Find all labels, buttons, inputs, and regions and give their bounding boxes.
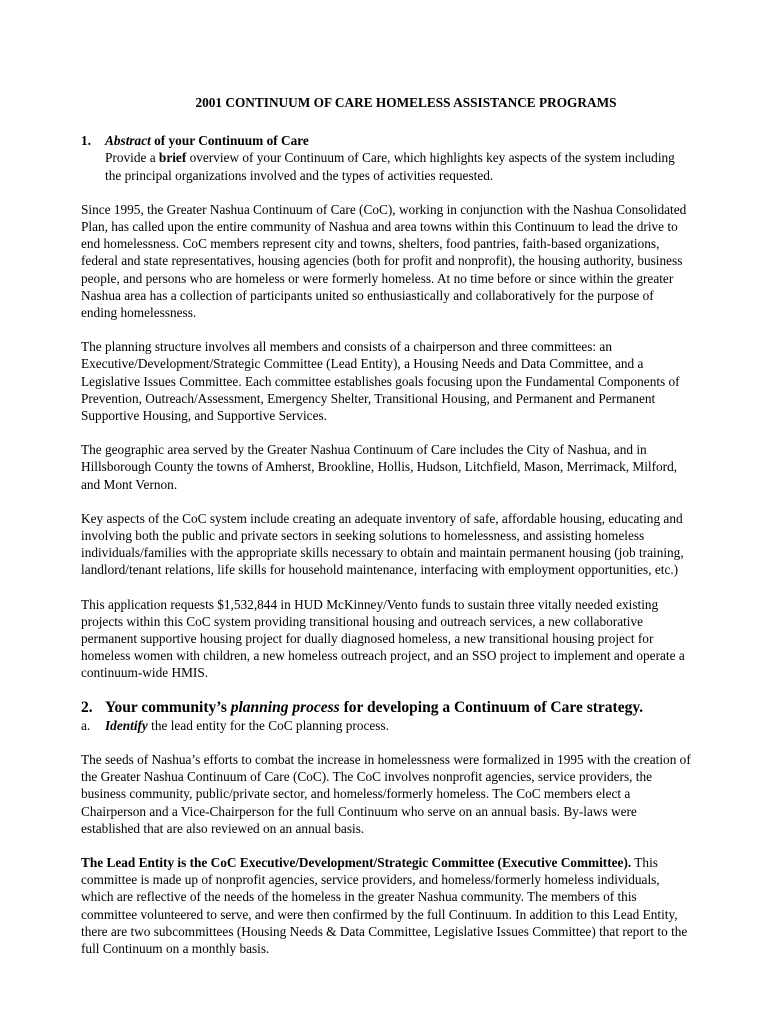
paragraph-application-request: This application requests $1,532,844 in HUD McKinney/Vento funds to sustain three vitally needed existing projects within this CoC system providing transitional housing and outreach services, a new collaborative permanent supportive housing project for dually diagnosed homeless, a new transitional housing project for homeless women with children, a new homeless outreach project, and an SSO project to implement and operate a continuum-wide HMIS.	[81, 596, 685, 681]
section-2a-instruction	[81, 717, 691, 734]
section-1-instruction-bold: brief	[158, 150, 187, 166]
paragraph-geographic-area: The geographic area served by the Greater Nashua Continuum of Care includes the City of Nashua, and in Hillsborough County the towns of Amherst, Brookline, Hollis, Hudson, Litchfield, Mason, Merrimack, Milford, and Mont Vernon.	[81, 442, 678, 492]
section-1-heading-italic: Abstract	[105, 133, 151, 149]
section-1-number: 1.	[81, 133, 91, 149]
lead-entity-rest: This committee is made up of nonprofit agencies, service providers, and homeless/formerly homeless individuals, which are reflective of the needs of the homeless in the greater Nashua community. The members of this committee volunteered to serve, and were then confirmed by the full Continuum. In addition to this Lead Entity, there are two subcommittees (Housing Needs & Data Committee, Legislative Issues Committee) that report to the full Continuum on a monthly basis.	[81, 854, 688, 956]
section-2-number: 2.	[81, 698, 93, 716]
section-2-heading-post: for developing a Continuum of Care strategy.	[339, 698, 644, 716]
lead-entity-bold: The Lead Entity is the CoC Executive/Development/Strategic Committee (Executive Committee).	[81, 854, 632, 870]
document-title: 2001 CONTINUUM OF CARE HOMELESS ASSISTANCE PROGRAMS	[195, 95, 617, 110]
section-2-heading-italic: planning process	[230, 698, 340, 716]
section-1-heading-rest: of your Continuum of Care	[150, 133, 309, 149]
section-2a-rest: the lead entity for the CoC planning process.	[147, 717, 389, 733]
paragraph-planning-structure: The planning structure involves all members and consists of a chairperson and three committees: an Executive/Development/Strategic Committee (Lead Entity), a Housing Needs and Data Committee, and a Legislative Issues Committee. Each committee establishes goals focusing upon the Fundamental Components of Prevention, Outreach/Assessment, Emergency Shelter, Transitional Housing, and Permanent and Permanent Supportive Housing, and Supportive Services.	[81, 339, 680, 424]
section-2-heading	[81, 699, 691, 717]
section-1-instruction	[105, 149, 691, 183]
document-page	[81, 94, 691, 974]
section-1-heading	[81, 132, 691, 149]
section-2a-letter: a.	[81, 717, 91, 733]
paragraph-seeds-of-nashua: The seeds of Nashua’s efforts to combat the increase in homelessness were formalized in 1995 with the creation of the Greater Nashua Continuum of Care (CoC). The CoC involves nonprofit agencies, service providers, the business community, public/private sector, and homeless/formerly homeless. The CoC members elect a Chairperson and a Vice-Chairperson for the full Continuum who serve on an annual basis. By-laws were established that are also reviewed on an annual basis.	[81, 751, 691, 836]
section-2-heading-pre: Your community’s	[105, 698, 231, 716]
paragraph-key-aspects: Key aspects of the CoC system include creating an adequate inventory of safe, affordable housing, educating and involving both the public and private sectors in seeking solutions to homelessness, and assisting homeless individuals/families with the appropriate skills necessary to obtain and maintain permanent housing (job training, landlord/tenant relations, life skills for household maintenance, interfacing with employment opportunities, etc.)	[81, 510, 684, 578]
section-1-instruction-post: overview of your Continuum of Care, which highlights key aspects of the system including the principal organizations involved and the types of activities requested.	[105, 150, 675, 183]
paragraph-lead-entity	[81, 854, 691, 957]
paragraph-since-1995: Since 1995, the Greater Nashua Continuum of Care (CoC), working in conjunction with the Nashua Consolidated Plan, has called upon the entire community of Nashua and area towns within this Continuum to lead the drive to end homelessness. CoC members represent city and towns, shelters, food pantries, faith-based organizations, federal and state representatives, housing agencies (both for profit and nonprofit), the housing authority, business people, and persons who are homeless or were formerly homeless. At no time before or since within the greater Nashua area has a collection of participants united so enthusiastically and collaboratively for the purpose of ending homelessness.	[81, 201, 687, 321]
section-1-instruction-pre: Provide a	[105, 150, 159, 166]
section-2a-italic: Identify	[105, 717, 148, 733]
